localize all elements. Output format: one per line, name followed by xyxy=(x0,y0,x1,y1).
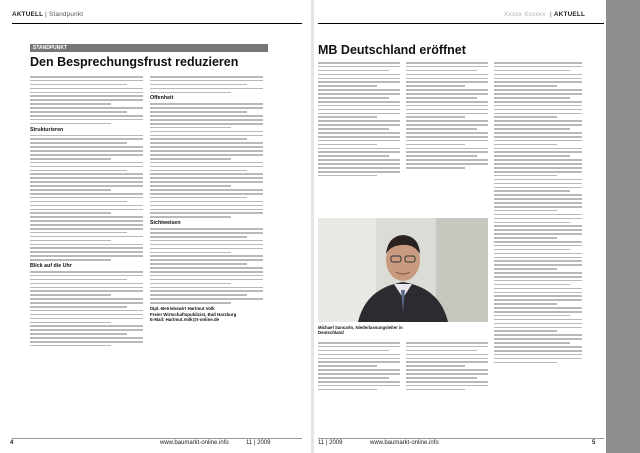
rubric-sub-label: Standpunkt xyxy=(48,11,84,18)
page-number-left: 4 xyxy=(10,440,14,446)
left-column-1 xyxy=(30,76,143,349)
left-rubric: AKTUELL | Standpunkt xyxy=(12,11,84,18)
rubric-label: AKTUELL xyxy=(12,11,44,18)
photo-caption xyxy=(318,325,488,336)
rubric-label-right: AKTUELL xyxy=(553,11,586,18)
article-headline-right: MB Deutschland eröffnet xyxy=(318,43,466,57)
caption-line-2: Deutschland xyxy=(318,330,344,336)
author-title: Freier Wirtschaftspublizist, Bad Harzburg xyxy=(150,311,237,317)
footer-rule xyxy=(12,438,302,439)
right-column-3 xyxy=(494,62,582,365)
page-number-right: 5 xyxy=(592,440,596,446)
left-column-2 xyxy=(150,76,263,323)
right-page xyxy=(314,0,640,453)
author-name: Dipl.-Betriebswirt Hartmut Volk xyxy=(150,305,215,311)
section-bar: STANDPUNKT xyxy=(30,44,268,52)
caption-line-1: Michael Sancarlo, Niederlassungsleiter in xyxy=(318,325,403,330)
subhead-strukturieren: Strukturieren xyxy=(30,126,64,133)
footer-url-right: www.baumarkt-online.info xyxy=(370,440,439,446)
footer-issue-right: 11 | 2009 xyxy=(318,440,343,446)
author-email: E-Mail: Hartmut.Volk@t-online.de xyxy=(150,317,220,323)
portrait-photo xyxy=(318,218,488,322)
portrait-illustration xyxy=(318,218,488,322)
footer-rule-right xyxy=(318,438,604,439)
header-rule xyxy=(12,23,302,24)
right-column-2 xyxy=(406,62,488,171)
article-headline: Den Besprechungsfrust reduzieren xyxy=(30,55,239,69)
footer-issue-left: 11 | 2009 xyxy=(246,440,271,446)
right-column-2-lower xyxy=(406,342,488,393)
subhead-offenheit: Offenheit xyxy=(150,95,174,102)
right-rubric-gray: Xxxxx Xxxxxx xyxy=(504,11,546,18)
header-rule-right xyxy=(318,23,604,24)
left-page xyxy=(0,0,312,453)
right-rubric: | AKTUELL xyxy=(550,11,586,18)
right-column-1 xyxy=(318,62,400,179)
page-edge-strip xyxy=(606,0,640,453)
footer-url-left: www.baumarkt-online.info xyxy=(160,440,229,446)
subhead-sichtweisen: Sichtweisen xyxy=(150,220,181,227)
author-block xyxy=(150,306,263,323)
right-column-1-lower xyxy=(318,342,400,393)
subhead-blick-auf-die-uhr: Blick auf die Uhr xyxy=(30,262,72,269)
